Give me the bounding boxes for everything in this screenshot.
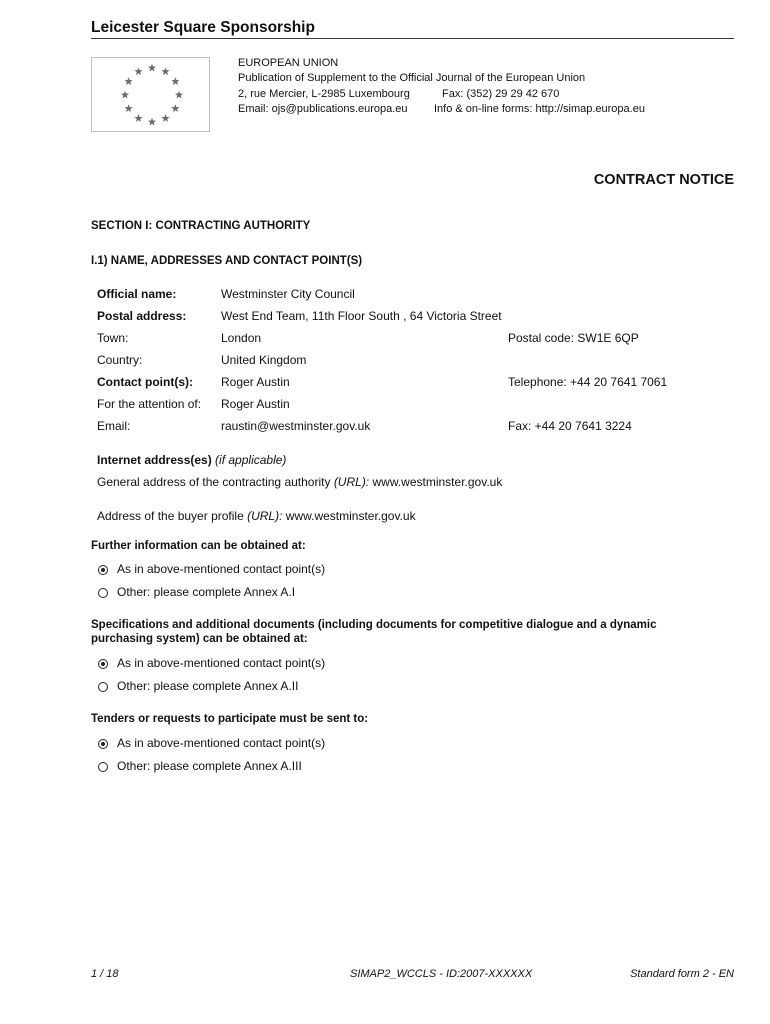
eu-star-icon — [121, 91, 129, 99]
general-address-line — [97, 475, 502, 489]
further-info-radio-contact[interactable] — [98, 565, 108, 575]
eu-flag-stars-icon — [92, 58, 211, 133]
value-email: raustin@westminster.gov.uk — [221, 419, 371, 433]
eu-star-icon — [134, 114, 142, 122]
value-postal-address: West End Team, 11th Floor South , 64 Victoria Street — [221, 309, 502, 323]
specs-radio-other[interactable] — [98, 682, 108, 692]
specs-heading-line1: Specifications and additional documents (including documents for competitive dialogue and a dynamic — [91, 619, 657, 631]
eu-flag-logo — [91, 57, 210, 132]
specs-heading-line2: purchasing system) can be obtained at: — [91, 633, 308, 645]
general-url-label: (URL): — [333, 475, 370, 489]
label-contact-point: Contact point(s): — [97, 375, 193, 389]
eu-star-icon — [171, 77, 179, 85]
label-town: Town: — [97, 331, 129, 345]
eu-star-icon — [148, 118, 156, 126]
value-postal-code: Postal code: SW1E 6QP — [508, 331, 639, 345]
general-address-prefix: General address of the contracting authority — [97, 475, 331, 489]
further-info-option-contact: As in above-mentioned contact point(s) — [117, 562, 326, 576]
publisher-info: Info & on-line forms: http://simap.europa.eu — [434, 102, 645, 115]
eu-star-icon — [161, 67, 169, 75]
publisher-email: Email: ojs@publications.europa.eu — [238, 102, 408, 115]
internet-heading-label: Internet address(es) — [97, 453, 212, 467]
footer-page-number: 1 / 18 — [91, 968, 119, 980]
tenders-radio-other[interactable] — [98, 762, 108, 772]
specs-option-contact: As in above-mentioned contact point(s) — [117, 656, 326, 670]
eu-star-icon — [125, 77, 133, 85]
tenders-option-other: Other: please complete Annex A.III — [117, 759, 302, 773]
tenders-option-contact: As in above-mentioned contact point(s) — [117, 736, 326, 750]
value-attention: Roger Austin — [221, 397, 290, 411]
eu-star-icon — [171, 104, 179, 112]
eu-star-icon — [175, 91, 183, 99]
title-divider — [91, 38, 734, 39]
value-contact-point: Roger Austin — [221, 375, 290, 389]
publisher-address: 2, rue Mercier, L-2985 Luxembourg — [238, 87, 410, 100]
label-attention: For the attention of: — [97, 397, 202, 411]
value-telephone: Telephone: +44 20 7641 7061 — [508, 375, 668, 389]
label-country: Country: — [97, 353, 143, 367]
value-town: London — [221, 331, 262, 345]
publisher-address-line — [238, 87, 645, 102]
specs-radio-contact[interactable] — [98, 659, 108, 669]
eu-star-icon — [148, 64, 156, 72]
eu-star-icon — [161, 114, 169, 122]
buyer-profile-line — [97, 509, 416, 523]
publisher-fax: Fax: (352) 29 29 42 670 — [442, 87, 560, 100]
value-country: United Kingdom — [221, 353, 307, 367]
publisher-contact-line — [238, 102, 645, 117]
internet-heading-note: (if applicable) — [215, 453, 287, 467]
further-info-heading: Further information can be obtained at: — [91, 540, 306, 552]
value-fax: Fax: +44 20 7641 3224 — [508, 419, 632, 433]
tenders-radio-contact[interactable] — [98, 739, 108, 749]
notice-title: CONTRACT NOTICE — [593, 172, 734, 188]
footer-reference: SIMAP2_WCCLS - ID:2007-XXXXXX — [350, 968, 533, 980]
publisher-block — [238, 56, 645, 117]
footer-form-name: Standard form 2 - EN — [630, 968, 734, 980]
label-postal-address: Postal address: — [97, 309, 187, 323]
further-info-option-other: Other: please complete Annex A.I — [117, 585, 296, 599]
eu-star-icon — [125, 104, 133, 112]
tenders-heading: Tenders or requests to participate must be sent to: — [91, 713, 369, 725]
internet-heading — [97, 453, 286, 467]
further-info-radio-other[interactable] — [98, 588, 108, 598]
document-title: Leicester Square Sponsorship — [91, 19, 315, 36]
eu-star-icon — [134, 67, 142, 75]
section-heading: SECTION I: CONTRACTING AUTHORITY — [91, 220, 311, 232]
buyer-url-label: (URL): — [247, 509, 283, 523]
label-official-name: Official name: — [97, 287, 177, 301]
publisher-description: Publication of Supplement to the Official Journal of the European Union — [238, 72, 586, 85]
buyer-profile-prefix: Address of the buyer profile — [97, 509, 244, 523]
subsection-heading: I.1) NAME, ADDRESSES AND CONTACT POINT(S) — [91, 255, 363, 267]
publisher-name: EUROPEAN UNION — [238, 57, 339, 69]
specs-option-other: Other: please complete Annex A.II — [117, 679, 299, 693]
general-url: www.westminster.gov.uk — [372, 475, 503, 489]
value-official-name: Westminster City Council — [221, 287, 355, 301]
buyer-url: www.westminster.gov.uk — [285, 509, 416, 523]
label-email: Email: — [97, 419, 131, 433]
